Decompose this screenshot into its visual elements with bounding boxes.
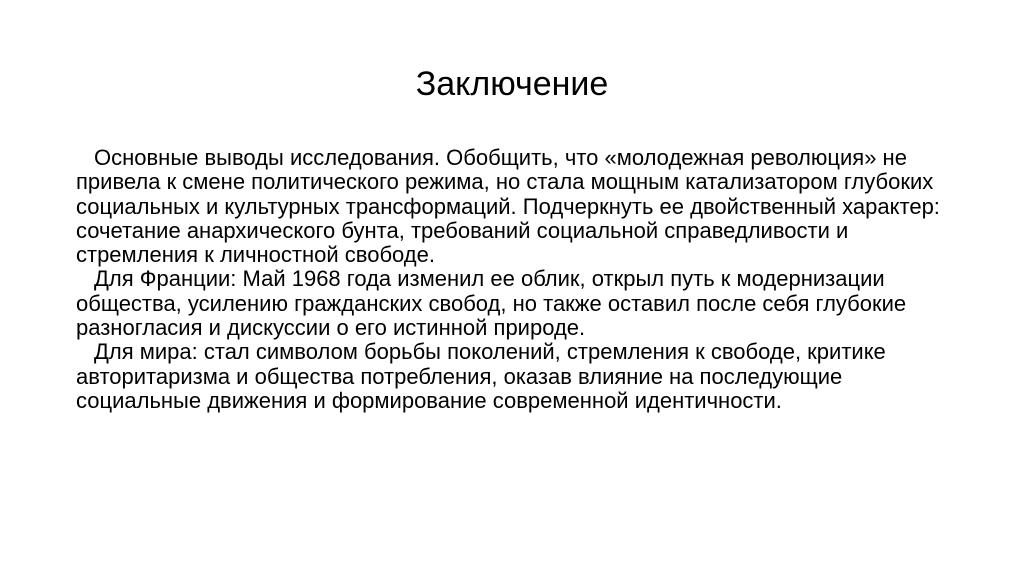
slide-title: Заключение	[415, 65, 609, 103]
slide-body	[76, 146, 956, 413]
paragraph-world: Для мира: стал символом борьбы поколений, стремления к свободе, критике авторитаризма и общества потребления, оказав влияние на последующие социальные движения и формирование современной идентичности.	[76, 339, 886, 413]
paragraph-conclusions: Основные выводы исследования. Обобщить, что «молодежная революция» не привела к смене политического режима, но стала мощным катализатором глубоких социальных и культурных трансформаций. Подчеркнуть ее двойственный характер: сочетание анархического бунта, требований социальной справедливости и стремления к личностной свободе.	[76, 145, 940, 268]
paragraph-france: Для Франции: Май 1968 года изменил ее облик, открыл путь к модернизации общества, усилению гражданских свобод, но также оставил после себя глубокие разногласия и дискуссии о его истинной природе.	[76, 266, 907, 341]
